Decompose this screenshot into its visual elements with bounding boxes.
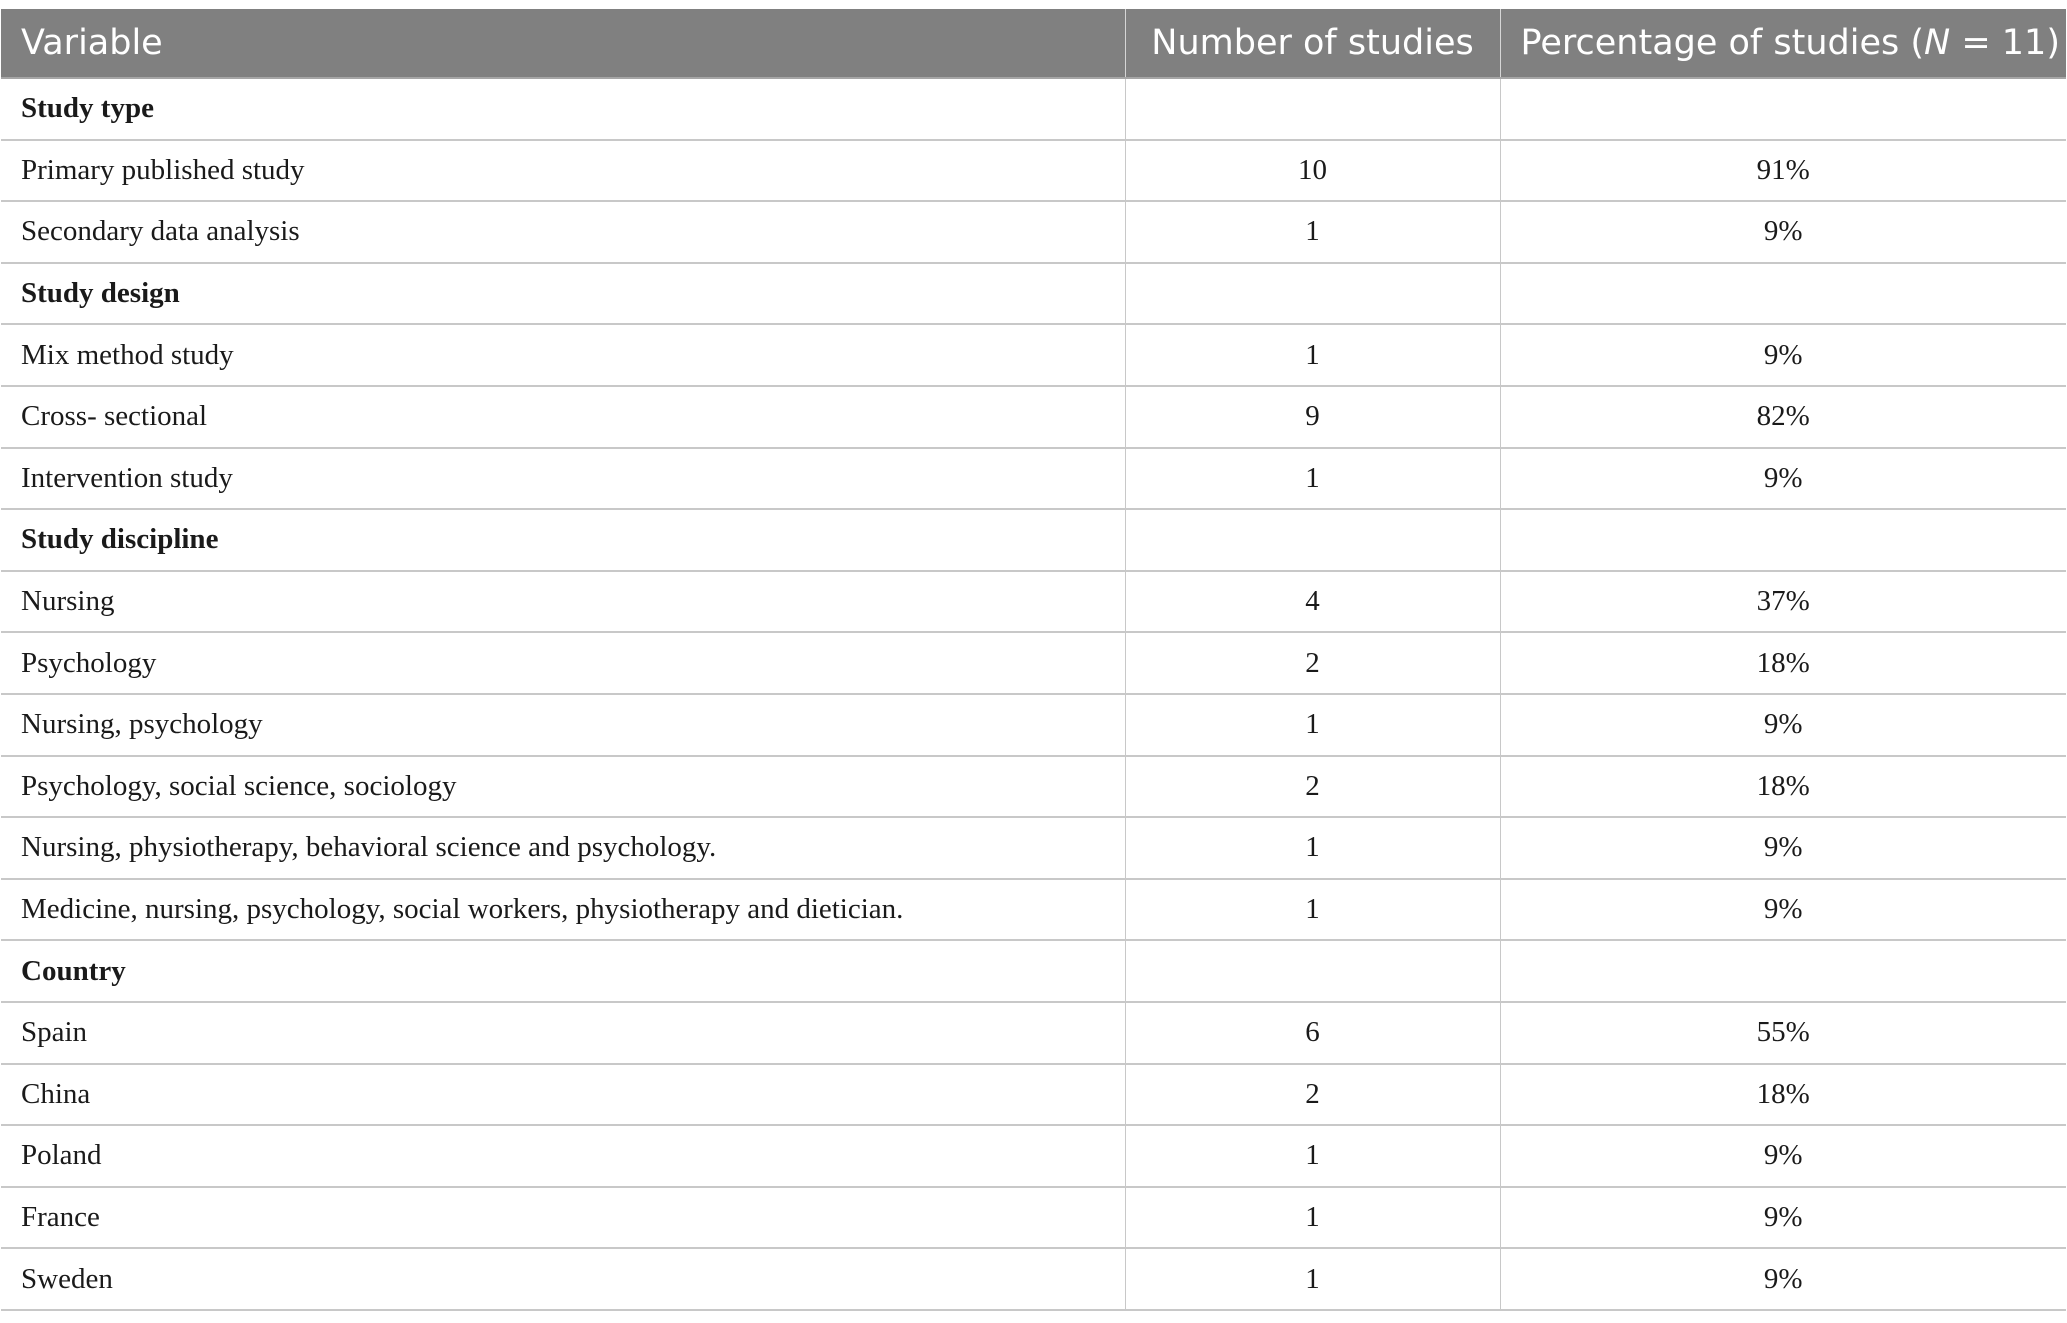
row-label: China xyxy=(1,1064,1125,1126)
table-row xyxy=(1,879,2066,941)
row-percent xyxy=(1500,78,2066,140)
row-percent: 18% xyxy=(1500,1064,2066,1126)
row-percent: 18% xyxy=(1500,756,2066,818)
row-number: 1 xyxy=(1125,694,1500,756)
row-number: 1 xyxy=(1125,1187,1500,1249)
row-percent: 9% xyxy=(1500,1125,2066,1187)
row-label: Country xyxy=(1,940,1125,1002)
row-label: Study type xyxy=(1,78,1125,140)
row-number: 2 xyxy=(1125,632,1500,694)
row-label: Medicine, nursing, psychology, social workers, physiotherapy and dietician. xyxy=(1,879,1125,941)
header-number-of-studies: Number of studies xyxy=(1125,9,1500,78)
row-percent: 9% xyxy=(1500,1187,2066,1249)
row-label: Nursing, physiotherapy, behavioral science and psychology. xyxy=(1,817,1125,879)
row-label: Study design xyxy=(1,263,1125,325)
study-characteristics-table xyxy=(1,9,2066,1311)
row-label: Poland xyxy=(1,1125,1125,1187)
row-number: 1 xyxy=(1125,879,1500,941)
row-label: Cross- sectional xyxy=(1,386,1125,448)
row-percent: 82% xyxy=(1500,386,2066,448)
table-body xyxy=(1,78,2066,1310)
header-row xyxy=(1,9,2066,78)
row-percent xyxy=(1500,263,2066,325)
row-percent: 9% xyxy=(1500,448,2066,510)
table-row xyxy=(1,201,2066,263)
row-number xyxy=(1125,78,1500,140)
section-header-row xyxy=(1,509,2066,571)
table-header xyxy=(1,9,2066,78)
row-percent: 18% xyxy=(1500,632,2066,694)
row-label: Nursing xyxy=(1,571,1125,633)
row-percent: 9% xyxy=(1500,879,2066,941)
row-label: France xyxy=(1,1187,1125,1249)
row-number: 2 xyxy=(1125,1064,1500,1126)
table-row xyxy=(1,1248,2066,1310)
row-label: Intervention study xyxy=(1,448,1125,510)
section-header-row xyxy=(1,78,2066,140)
row-label: Study discipline xyxy=(1,509,1125,571)
row-number: 1 xyxy=(1125,817,1500,879)
header-pct-n: N xyxy=(1924,23,1951,63)
row-percent: 55% xyxy=(1500,1002,2066,1064)
table-row xyxy=(1,571,2066,633)
table-row xyxy=(1,386,2066,448)
row-number xyxy=(1125,263,1500,325)
row-number: 1 xyxy=(1125,448,1500,510)
row-percent: 91% xyxy=(1500,140,2066,202)
table-row xyxy=(1,1187,2066,1249)
table-row xyxy=(1,756,2066,818)
table-row xyxy=(1,1064,2066,1126)
row-number: 10 xyxy=(1125,140,1500,202)
table-row xyxy=(1,324,2066,386)
row-percent: 9% xyxy=(1500,201,2066,263)
row-number: 4 xyxy=(1125,571,1500,633)
row-label: Secondary data analysis xyxy=(1,201,1125,263)
row-percent: 37% xyxy=(1500,571,2066,633)
header-pct-suffix: = 11) xyxy=(1950,23,2060,63)
row-number: 2 xyxy=(1125,756,1500,818)
row-number: 9 xyxy=(1125,386,1500,448)
row-label: Psychology xyxy=(1,632,1125,694)
table-row xyxy=(1,632,2066,694)
row-number: 1 xyxy=(1125,1125,1500,1187)
row-label: Mix method study xyxy=(1,324,1125,386)
table-row xyxy=(1,1125,2066,1187)
row-label: Nursing, psychology xyxy=(1,694,1125,756)
row-number: 1 xyxy=(1125,1248,1500,1310)
table-row xyxy=(1,448,2066,510)
table-row xyxy=(1,694,2066,756)
table-row xyxy=(1,817,2066,879)
row-number xyxy=(1125,940,1500,1002)
row-label: Sweden xyxy=(1,1248,1125,1310)
row-number: 6 xyxy=(1125,1002,1500,1064)
header-percentage-of-studies xyxy=(1500,9,2066,78)
row-percent: 9% xyxy=(1500,324,2066,386)
row-percent xyxy=(1500,940,2066,1002)
row-label: Spain xyxy=(1,1002,1125,1064)
table-row xyxy=(1,1002,2066,1064)
table-row xyxy=(1,140,2066,202)
row-label: Primary published study xyxy=(1,140,1125,202)
row-percent: 9% xyxy=(1500,817,2066,879)
section-header-row xyxy=(1,940,2066,1002)
row-label: Psychology, social science, sociology xyxy=(1,756,1125,818)
header-variable: Variable xyxy=(1,9,1125,78)
row-number: 1 xyxy=(1125,201,1500,263)
header-pct-prefix: Percentage of studies ( xyxy=(1520,23,1925,63)
row-percent: 9% xyxy=(1500,694,2066,756)
row-number: 1 xyxy=(1125,324,1500,386)
section-header-row xyxy=(1,263,2066,325)
row-percent xyxy=(1500,509,2066,571)
row-number xyxy=(1125,509,1500,571)
row-percent: 9% xyxy=(1500,1248,2066,1310)
